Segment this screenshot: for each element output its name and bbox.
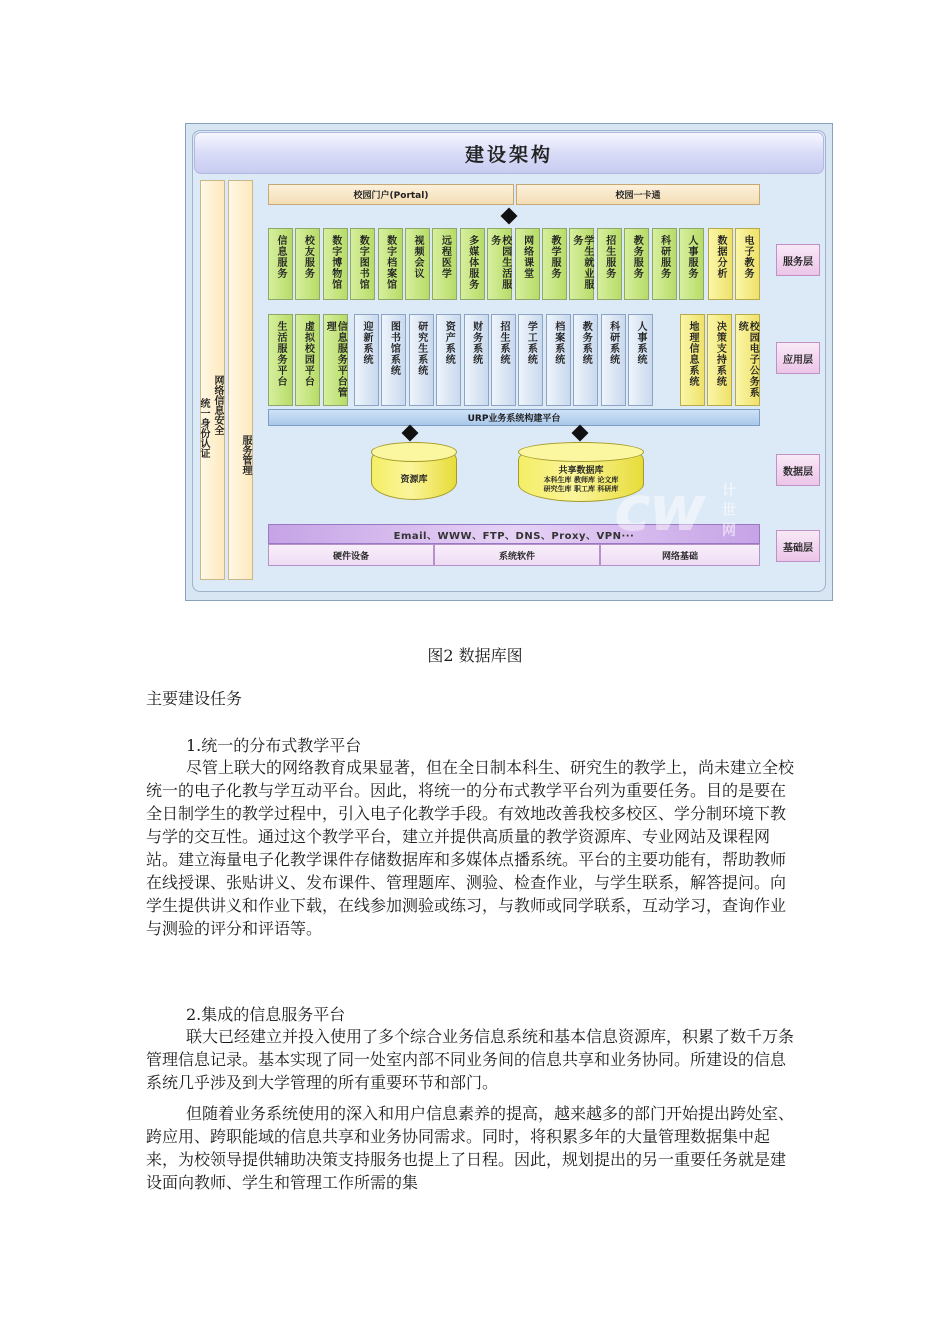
shared-db-sub1: 本科生库 教师库 论文库 [543, 475, 619, 484]
tile: 校园电子公务系统 [735, 314, 760, 406]
tile: 多媒体服务 [460, 228, 485, 300]
tile: 资产系统 [436, 314, 461, 406]
tile: 电子教务 [735, 228, 760, 300]
layer-data: 数据层 [776, 454, 820, 486]
base-network: 网络基础 [600, 544, 760, 566]
tile: 招生系统 [491, 314, 516, 406]
tile: 人事服务 [679, 228, 704, 300]
tile: 科研服务 [652, 228, 677, 300]
figure-caption: 图2 数据库图 [427, 646, 523, 665]
tile: 招生服务 [597, 228, 622, 300]
tile: 科研系统 [601, 314, 626, 406]
paragraph-2: 联大已经建立并投入使用了多个综合业务信息系统和基本信息资源库，积累了数千万条管理信息记录。基本实现了同一处室内部不同业务间的信息共享和业务协同。所建设的信息系统几乎涉及到大学管理的所有重要环节和部门。 [146, 1027, 795, 1092]
tile: 生活服务平台 [268, 314, 293, 406]
section-heading: 主要建设任务 [146, 689, 243, 708]
tile: 教学服务 [542, 228, 567, 300]
tile: 校友服务 [295, 228, 320, 300]
tile: 数据分析 [708, 228, 733, 300]
tile: 数字档案馆 [378, 228, 403, 300]
security-label: 网络信息安全 [212, 375, 223, 435]
layer-application: 应用层 [776, 342, 820, 374]
tile: 地理信息系统 [680, 314, 705, 406]
tile: 虚拟校园平台 [295, 314, 320, 406]
tile: 校园生活服务 [487, 228, 512, 300]
base-software: 系统软件 [434, 544, 600, 566]
shared-db [518, 442, 644, 502]
tile: 数字图书馆 [350, 228, 375, 300]
tile: 图书馆系统 [381, 314, 406, 406]
subsection-title-2: 2.集成的信息服务平台 [186, 1005, 346, 1024]
security-bar [200, 180, 225, 580]
tile: 迎新系统 [354, 314, 379, 406]
tile: 决策支持系统 [707, 314, 732, 406]
paragraph-1: 尽管上联大的网络教育成果显著，但在全日制本科生、研究生的教学上，尚未建立全校统一的电子化教与学互动平台。因此，将统一的分布式教学平台列为重要任务。目的是要在全日制学生的教学过程中，引入电子化教学手段。有效地改善我校多校区、学分制环境下教与学的交互性。通过这个教学平台，建立并提供高质量的教学资源库、专业网站及课程网站。建立海量电子化教学课件存储数据库和多媒体点播系统。平台的主要功能有，帮助教师在线授课、张贴讲义、发布课件、管理题库、测验、检查作业，与学生联系，解答提问。向学生提供讲义和作业下载，在线参加测验或练习，与教师或同学联系，互动学习，查询作业与测验的评分和评语等。 [146, 758, 795, 938]
tile: 信息服务平台管理 [323, 314, 348, 406]
tile: 档案系统 [546, 314, 571, 406]
base-hardware: 硬件设备 [268, 544, 434, 566]
identity-label: 统一身份认证 [198, 397, 209, 458]
tile: 研究生系统 [409, 314, 434, 406]
service-mgmt-label: 服务管理 [240, 435, 251, 475]
watermark-text: cw [614, 472, 705, 545]
layer-service: 服务层 [776, 244, 820, 276]
urp-platform: URP业务系统构建平台 [268, 409, 760, 426]
shared-db-label: 共享数据库 [558, 465, 604, 476]
shared-db-sub2: 研究生库 职工库 科研库 [543, 484, 619, 493]
layer-base: 基础层 [776, 530, 820, 562]
tile: 教务服务 [624, 228, 649, 300]
watermark-small: 计世网 [722, 483, 737, 539]
service-mgmt-bar [228, 180, 253, 580]
resource-db [371, 442, 457, 500]
campus-card-box: 校园一卡通 [516, 184, 760, 205]
architecture-diagram [185, 123, 833, 601]
paragraph-3: 但随着业务系统使用的深入和用户信息素养的提高，越来越多的部门开始提出跨处室、跨应用、跨职能域的信息共享和业务协同需求。同时，将积累多年的大量管理数据集中起来，为校领导提供辅助决策支持服务也提上了日程。因此，规划提出的另一重要任务就是建设面向教师、学生和管理工作所需的集 [146, 1104, 795, 1192]
tile: 学生就业服务 [569, 228, 594, 300]
tile: 远程医学 [432, 228, 457, 300]
tile: 视频会议 [405, 228, 430, 300]
tile: 数字博物馆 [323, 228, 348, 300]
tile: 网络课堂 [515, 228, 540, 300]
tile: 人事系统 [628, 314, 653, 406]
resource-db-label: 资源库 [400, 474, 428, 485]
tile: 学工系统 [518, 314, 543, 406]
diagram-title: 建设架构 [194, 132, 824, 174]
network-services: Email、WWW、FTP、DNS、Proxy、VPN··· [268, 524, 760, 544]
tile: 教务系统 [573, 314, 598, 406]
subsection-title-1: 1.统一的分布式教学平台 [186, 736, 362, 755]
tile: 财务系统 [464, 314, 489, 406]
tile: 信息服务 [268, 228, 293, 300]
portal-box: 校园门户(Portal) [268, 184, 514, 205]
